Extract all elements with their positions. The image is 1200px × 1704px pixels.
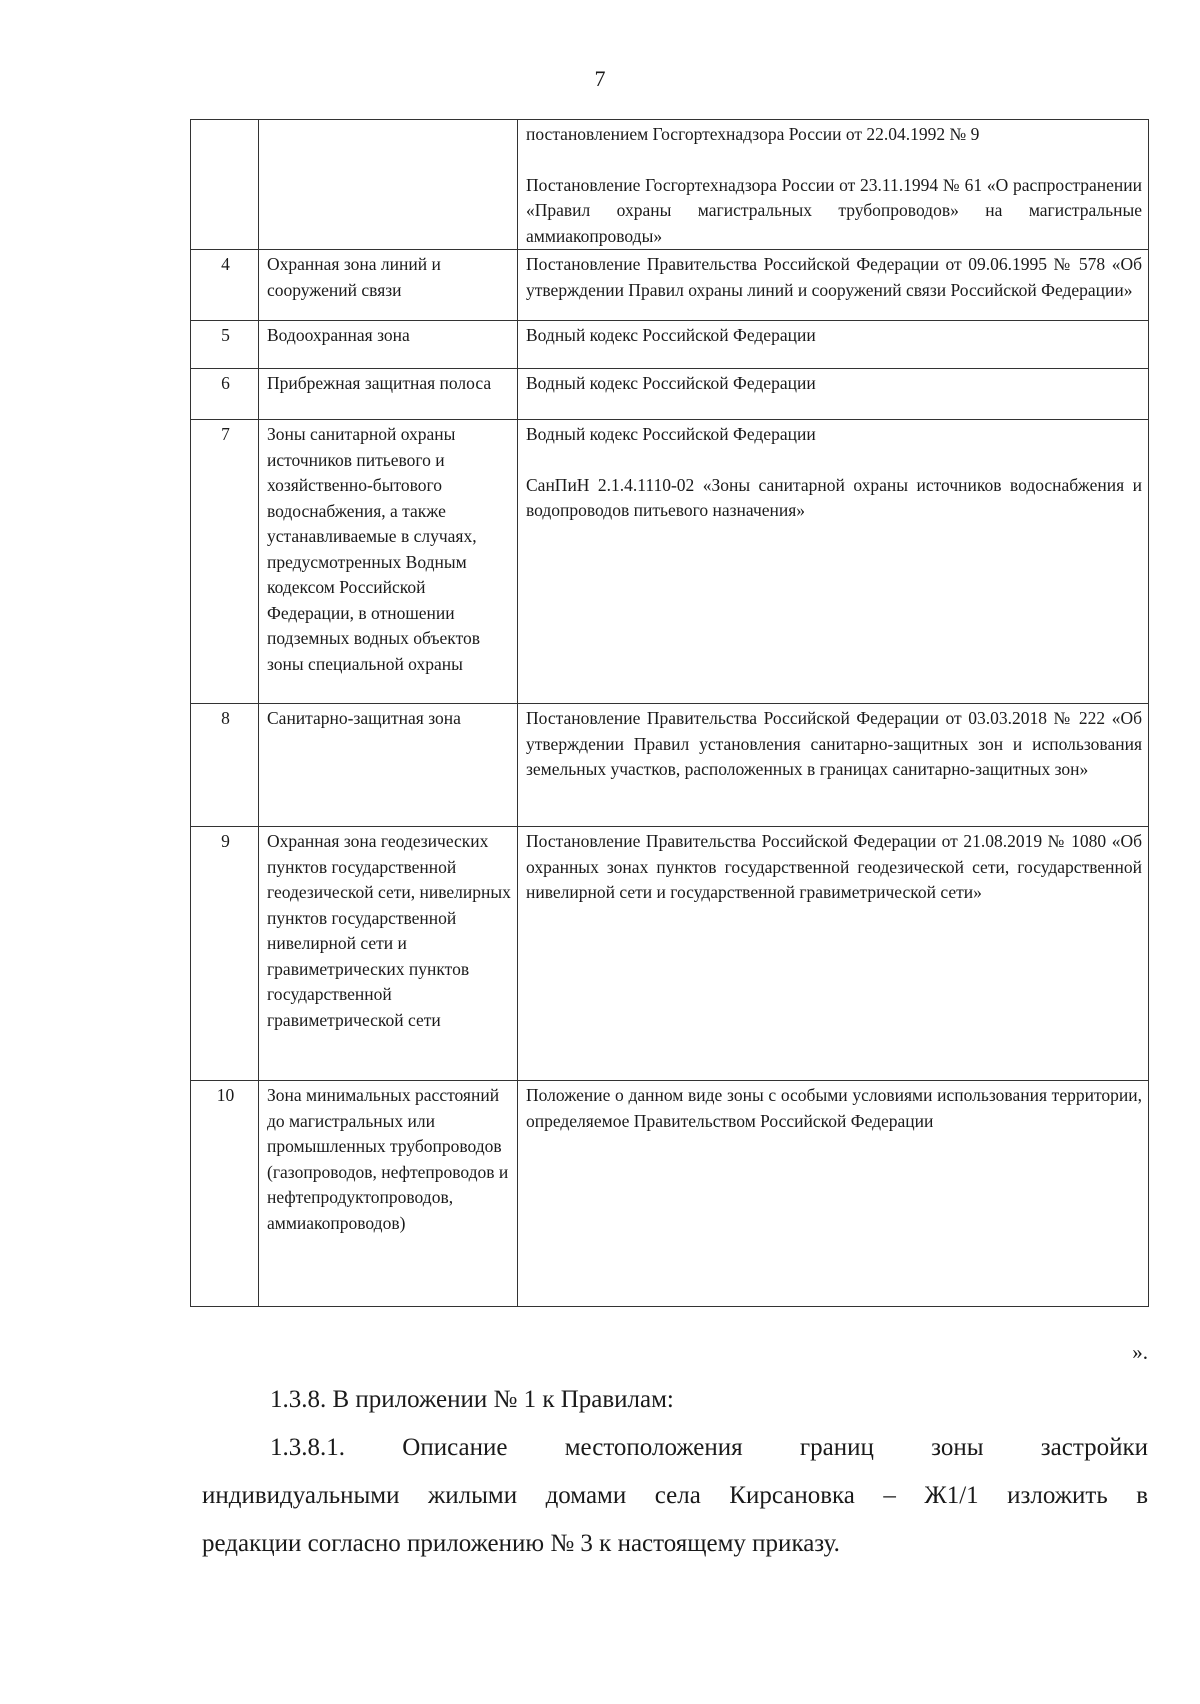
clause-1-3-8-1 [202, 1424, 1148, 1568]
closing-quote: ». [1132, 1340, 1148, 1364]
legal-basis [518, 704, 1149, 827]
row-number: 5 [191, 321, 259, 369]
legal-basis [518, 420, 1149, 704]
zone-name: Прибрежная защитная полоса [259, 369, 518, 420]
table-row [191, 321, 1149, 369]
legal-basis [518, 369, 1149, 420]
legal-basis-paragraph: Постановление Правительства Российской Федерации от 09.06.1995 № 578 «Об утверждении Правил охраны линий и сооружений связи Российской Федерации» [526, 254, 1142, 300]
row-number: 10 [191, 1081, 259, 1307]
legal-basis [518, 321, 1149, 369]
zone-name: Охранная зона геодезических пунктов государственной геодезической сети, нивелирных пунктов государственной нивелирной сети и гравиметрических пунктов государственной гравиметрической сети [259, 827, 518, 1081]
legal-basis-paragraph: постановлением Госгортехнадзора России от 22.04.1992 № 9 [526, 124, 980, 144]
row-number [191, 120, 259, 250]
zone-name: Зоны санитарной охраны источников питьевого и хозяйственно-бытового водоснабжения, а также устанавливаемые в случаях, предусмотренных Водным кодексом Российской Федерации, в отношении подземных водных объектов зоны специальной охраны [259, 420, 518, 704]
clause-1-3-8-1-line: редакции согласно приложению № 3 к настоящему приказу. [202, 1530, 840, 1557]
zone-name: Зона минимальных расстояний до магистральных или промышленных трубопроводов (газопроводов, нефтепроводов и нефтепродуктопроводов, аммиакопроводов) [259, 1081, 518, 1307]
zones-table-body [191, 120, 1149, 1307]
row-number: 9 [191, 827, 259, 1081]
table-row [191, 420, 1149, 704]
table-row [191, 827, 1149, 1081]
table-row [191, 250, 1149, 321]
zones-table [190, 119, 1149, 1307]
legal-basis [518, 1081, 1149, 1307]
legal-basis-paragraph: Водный кодекс Российской Федерации [526, 424, 816, 444]
table-row [191, 1081, 1149, 1307]
table-row [191, 369, 1149, 420]
legal-basis [518, 250, 1149, 321]
row-number: 8 [191, 704, 259, 827]
clause-1-3-8-1-line: индивидуальными жилыми домами села Кирсановка – Ж1/1 изложить в [202, 1482, 1148, 1509]
table-row [191, 120, 1149, 250]
zone-name: Санитарно-защитная зона [259, 704, 518, 827]
zone-name [259, 120, 518, 250]
legal-basis-paragraph: Водный кодекс Российской Федерации [526, 325, 816, 345]
legal-basis [518, 120, 1149, 250]
legal-basis-paragraph: Положение о данном виде зоны с особыми условиями использования территории, определяемое Правительством Российской Федерации [526, 1085, 1142, 1131]
clause-1-3-8-1-line: 1.3.8.1. Описание местоположения границ зоны застройки [270, 1434, 1148, 1461]
zone-name: Охранная зона линий и сооружений связи [259, 250, 518, 321]
row-number: 6 [191, 369, 259, 420]
legal-basis-paragraph: Постановление Правительства Российской Федерации от 03.03.2018 № 222 «Об утверждении Правил установления санитарно-защитных зон и использования земельных участков, расположенных в границах санитарно-защитных зон» [526, 708, 1142, 779]
legal-basis-paragraph: Постановление Госгортехнадзора России от 23.11.1994 № 61 «О распространении «Правил охраны магистральных трубопроводов» на магистральные аммиакопроводы» [526, 174, 1142, 246]
clause-1-3-8: 1.3.8. В приложении № 1 к Правилам: [270, 1386, 674, 1413]
row-number: 4 [191, 250, 259, 321]
row-number: 7 [191, 420, 259, 704]
legal-basis-paragraph: Постановление Правительства Российской Федерации от 21.08.2019 № 1080 «Об охранных зонах пунктов государственной геодезической сети, государственной нивелирной сети и государственной гравиметрической сети» [526, 831, 1142, 902]
zone-name: Водоохранная зона [259, 321, 518, 369]
legal-basis-paragraph: СанПиН 2.1.4.1110-02 «Зоны санитарной охраны источников водоснабжения и водопроводов питьевого назначения» [526, 474, 1142, 520]
table-row [191, 704, 1149, 827]
page-number: 7 [594, 66, 606, 91]
legal-basis-paragraph: Водный кодекс Российской Федерации [526, 373, 816, 393]
legal-basis [518, 827, 1149, 1081]
